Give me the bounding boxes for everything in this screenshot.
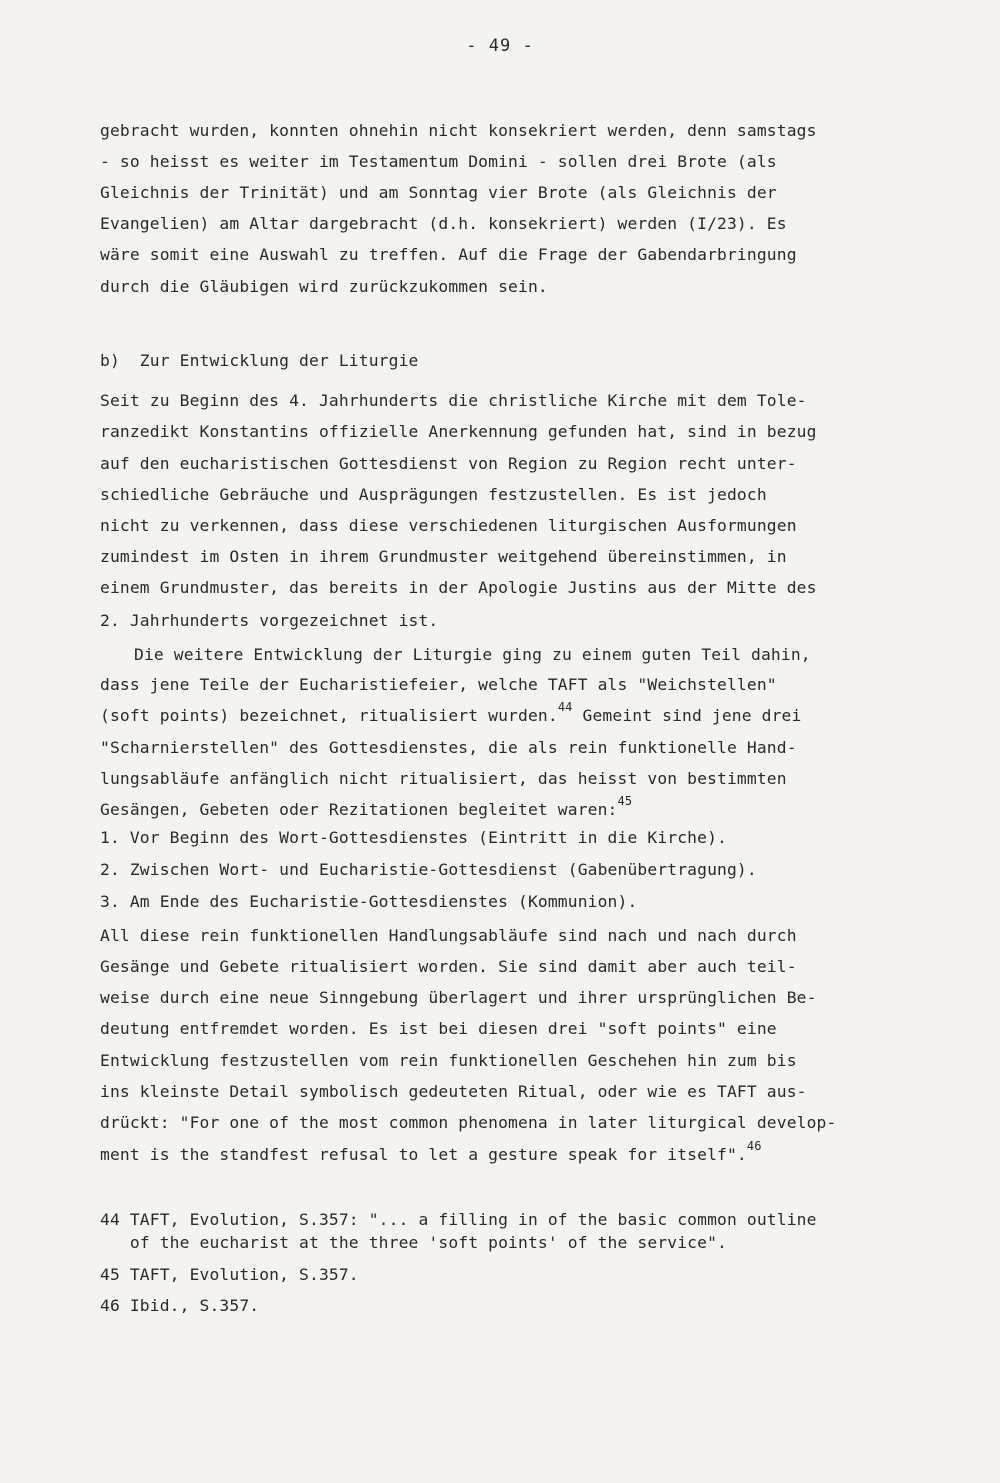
text-line: einem Grundmuster, das bereits in der Apologie Justins aus der Mitte des — [100, 578, 817, 597]
text-line: weise durch eine neue Sinngebung überlagert und ihrer ursprünglichen Be- — [100, 988, 817, 1007]
text-span: (soft points) bezeichnet, ritualisiert wurden. — [100, 706, 558, 725]
footnote-ref-45: 45 — [617, 794, 633, 808]
page-number: - 49 - — [466, 36, 534, 56]
footnote-44-continued: of the eucharist at the three 'soft points' of the service". — [100, 1233, 727, 1252]
text-line: Entwicklung festzustellen vom rein funktionellen Geschehen hin zum bis — [100, 1051, 797, 1070]
text-line: ranzedikt Konstantins offizielle Anerkennung gefunden hat, sind in bezug — [100, 422, 817, 441]
text-span: Gesängen, Gebeten oder Rezitationen begleitet waren: — [100, 800, 618, 819]
text-line: durch die Gläubigen wird zurückzukommen sein. — [100, 277, 548, 296]
footnote-44: 44 TAFT, Evolution, S.357: "... a filling in of the basic common outline — [100, 1210, 817, 1229]
text-line: nicht zu verkennen, dass diese verschiedenen liturgischen Ausformungen — [100, 516, 797, 535]
text-line: dass jene Teile der Eucharistiefeier, welche TAFT als "Weichstellen" — [100, 675, 777, 694]
text-line — [100, 794, 980, 820]
text-line: lungsabläufe anfänglich nicht ritualisiert, das heisst von bestimmten — [100, 769, 787, 788]
text-line: Evangelien) am Altar dargebracht (d.h. konsekriert) werden (I/23). Es — [100, 214, 787, 233]
footnote-45: 45 TAFT, Evolution, S.357. — [100, 1265, 359, 1284]
text-line: "Scharnierstellen" des Gottesdienstes, die als rein funktionelle Hand- — [100, 738, 797, 757]
footnote-ref-44: 44 — [557, 700, 573, 714]
text-span: Gemeint sind jene drei — [572, 706, 802, 725]
footnote-46: 46 Ibid., S.357. — [100, 1296, 260, 1315]
text-line: ins kleinste Detail symbolisch gedeuteten Ritual, oder wie es TAFT aus- — [100, 1082, 807, 1101]
text-line: Die weitere Entwicklung der Liturgie ging zu einem guten Teil dahin, — [134, 645, 811, 664]
text-line: drückt: "For one of the most common phenomena in later liturgical develop- — [100, 1113, 837, 1132]
section-heading: b) Zur Entwicklung der Liturgie — [100, 351, 419, 370]
text-line: wäre somit eine Auswahl zu treffen. Auf die Frage der Gabendarbringung — [100, 245, 797, 264]
text-line: gebracht wurden, konnten ohnehin nicht konsekriert werden, denn samstags — [100, 121, 817, 140]
text-line: schiedliche Gebräuche und Ausprägungen festzustellen. Es ist jedoch — [100, 485, 767, 504]
text-line: zumindest im Osten in ihrem Grundmuster weitgehend übereinstimmen, in — [100, 547, 787, 566]
text-span: ment is the standfest refusal to let a gesture speak for itself". — [100, 1145, 747, 1164]
text-line — [100, 700, 980, 726]
text-line — [100, 1139, 980, 1165]
list-item: 2. Zwischen Wort- und Eucharistie-Gottesdienst (Gabenübertragung). — [100, 860, 757, 879]
text-line: 2. Jahrhunderts vorgezeichnet ist. — [100, 611, 439, 630]
text-line: deutung entfremdet worden. Es ist bei diesen drei "soft points" eine — [100, 1019, 777, 1038]
text-line: All diese rein funktionellen Handlungsabläufe sind nach und nach durch — [100, 926, 797, 945]
text-line: auf den eucharistischen Gottesdienst von Region zu Region recht unter- — [100, 454, 797, 473]
list-item: 3. Am Ende des Eucharistie-Gottesdienstes (Kommunion). — [100, 892, 638, 911]
text-line: Gesänge und Gebete ritualisiert worden. Sie sind damit aber auch teil- — [100, 957, 797, 976]
footnote-ref-46: 46 — [746, 1139, 762, 1153]
list-item: 1. Vor Beginn des Wort-Gottesdienstes (Eintritt in die Kirche). — [100, 828, 727, 847]
text-line: - so heisst es weiter im Testamentum Domini - sollen drei Brote (als — [100, 152, 777, 171]
text-line: Gleichnis der Trinität) und am Sonntag vier Brote (als Gleichnis der — [100, 183, 777, 202]
text-line: Seit zu Beginn des 4. Jahrhunderts die christliche Kirche mit dem Tole- — [100, 391, 807, 410]
